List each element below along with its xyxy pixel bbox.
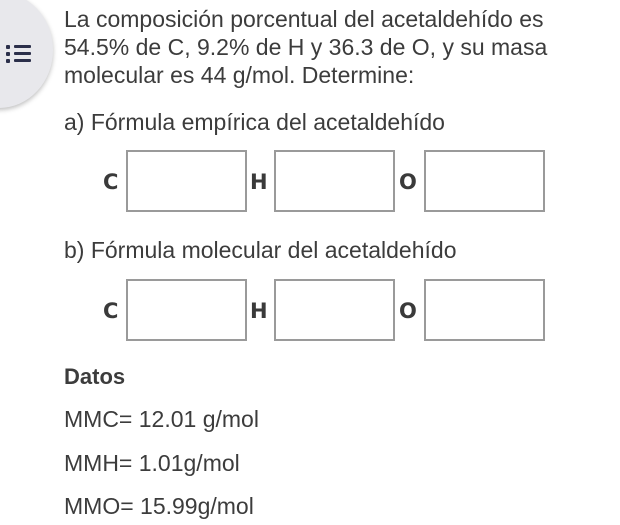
element-label-h: H bbox=[250, 170, 268, 194]
empirical-o-input[interactable] bbox=[424, 150, 545, 212]
datum-mmo: MMO= 15.99g/mol bbox=[64, 493, 254, 519]
question-line: molecular es 44 g/mol. Determine: bbox=[64, 62, 415, 88]
list-menu-icon[interactable] bbox=[6, 44, 32, 64]
element-label-c: C bbox=[103, 170, 119, 194]
element-label-o: O bbox=[399, 170, 417, 194]
part-a-title: a) Fórmula empírica del acetaldehído bbox=[64, 109, 445, 135]
element-label-c: C bbox=[103, 299, 119, 323]
empirical-h-input[interactable] bbox=[274, 150, 395, 212]
empirical-formula-row bbox=[0, 150, 620, 216]
question-line: La composición porcentual del acetaldehído es bbox=[64, 6, 544, 32]
datum-mmc: MMC= 12.01 g/mol bbox=[64, 406, 259, 432]
question-text bbox=[64, 5, 614, 89]
empirical-c-input[interactable] bbox=[126, 150, 247, 212]
datum-mmh: MMH= 1.01g/mol bbox=[64, 450, 240, 476]
question-line: 54.5% de C, 9.2% de H y 36.3 de O, y su masa bbox=[64, 34, 548, 60]
molecular-o-input[interactable] bbox=[424, 279, 545, 341]
molecular-h-input[interactable] bbox=[274, 279, 395, 341]
element-label-h: H bbox=[250, 299, 268, 323]
molecular-c-input[interactable] bbox=[126, 279, 247, 341]
part-b-title: b) Fórmula molecular del acetaldehído bbox=[64, 237, 457, 263]
molecular-formula-row bbox=[0, 279, 620, 345]
datos-title: Datos bbox=[64, 364, 126, 389]
element-label-o: O bbox=[399, 299, 417, 323]
